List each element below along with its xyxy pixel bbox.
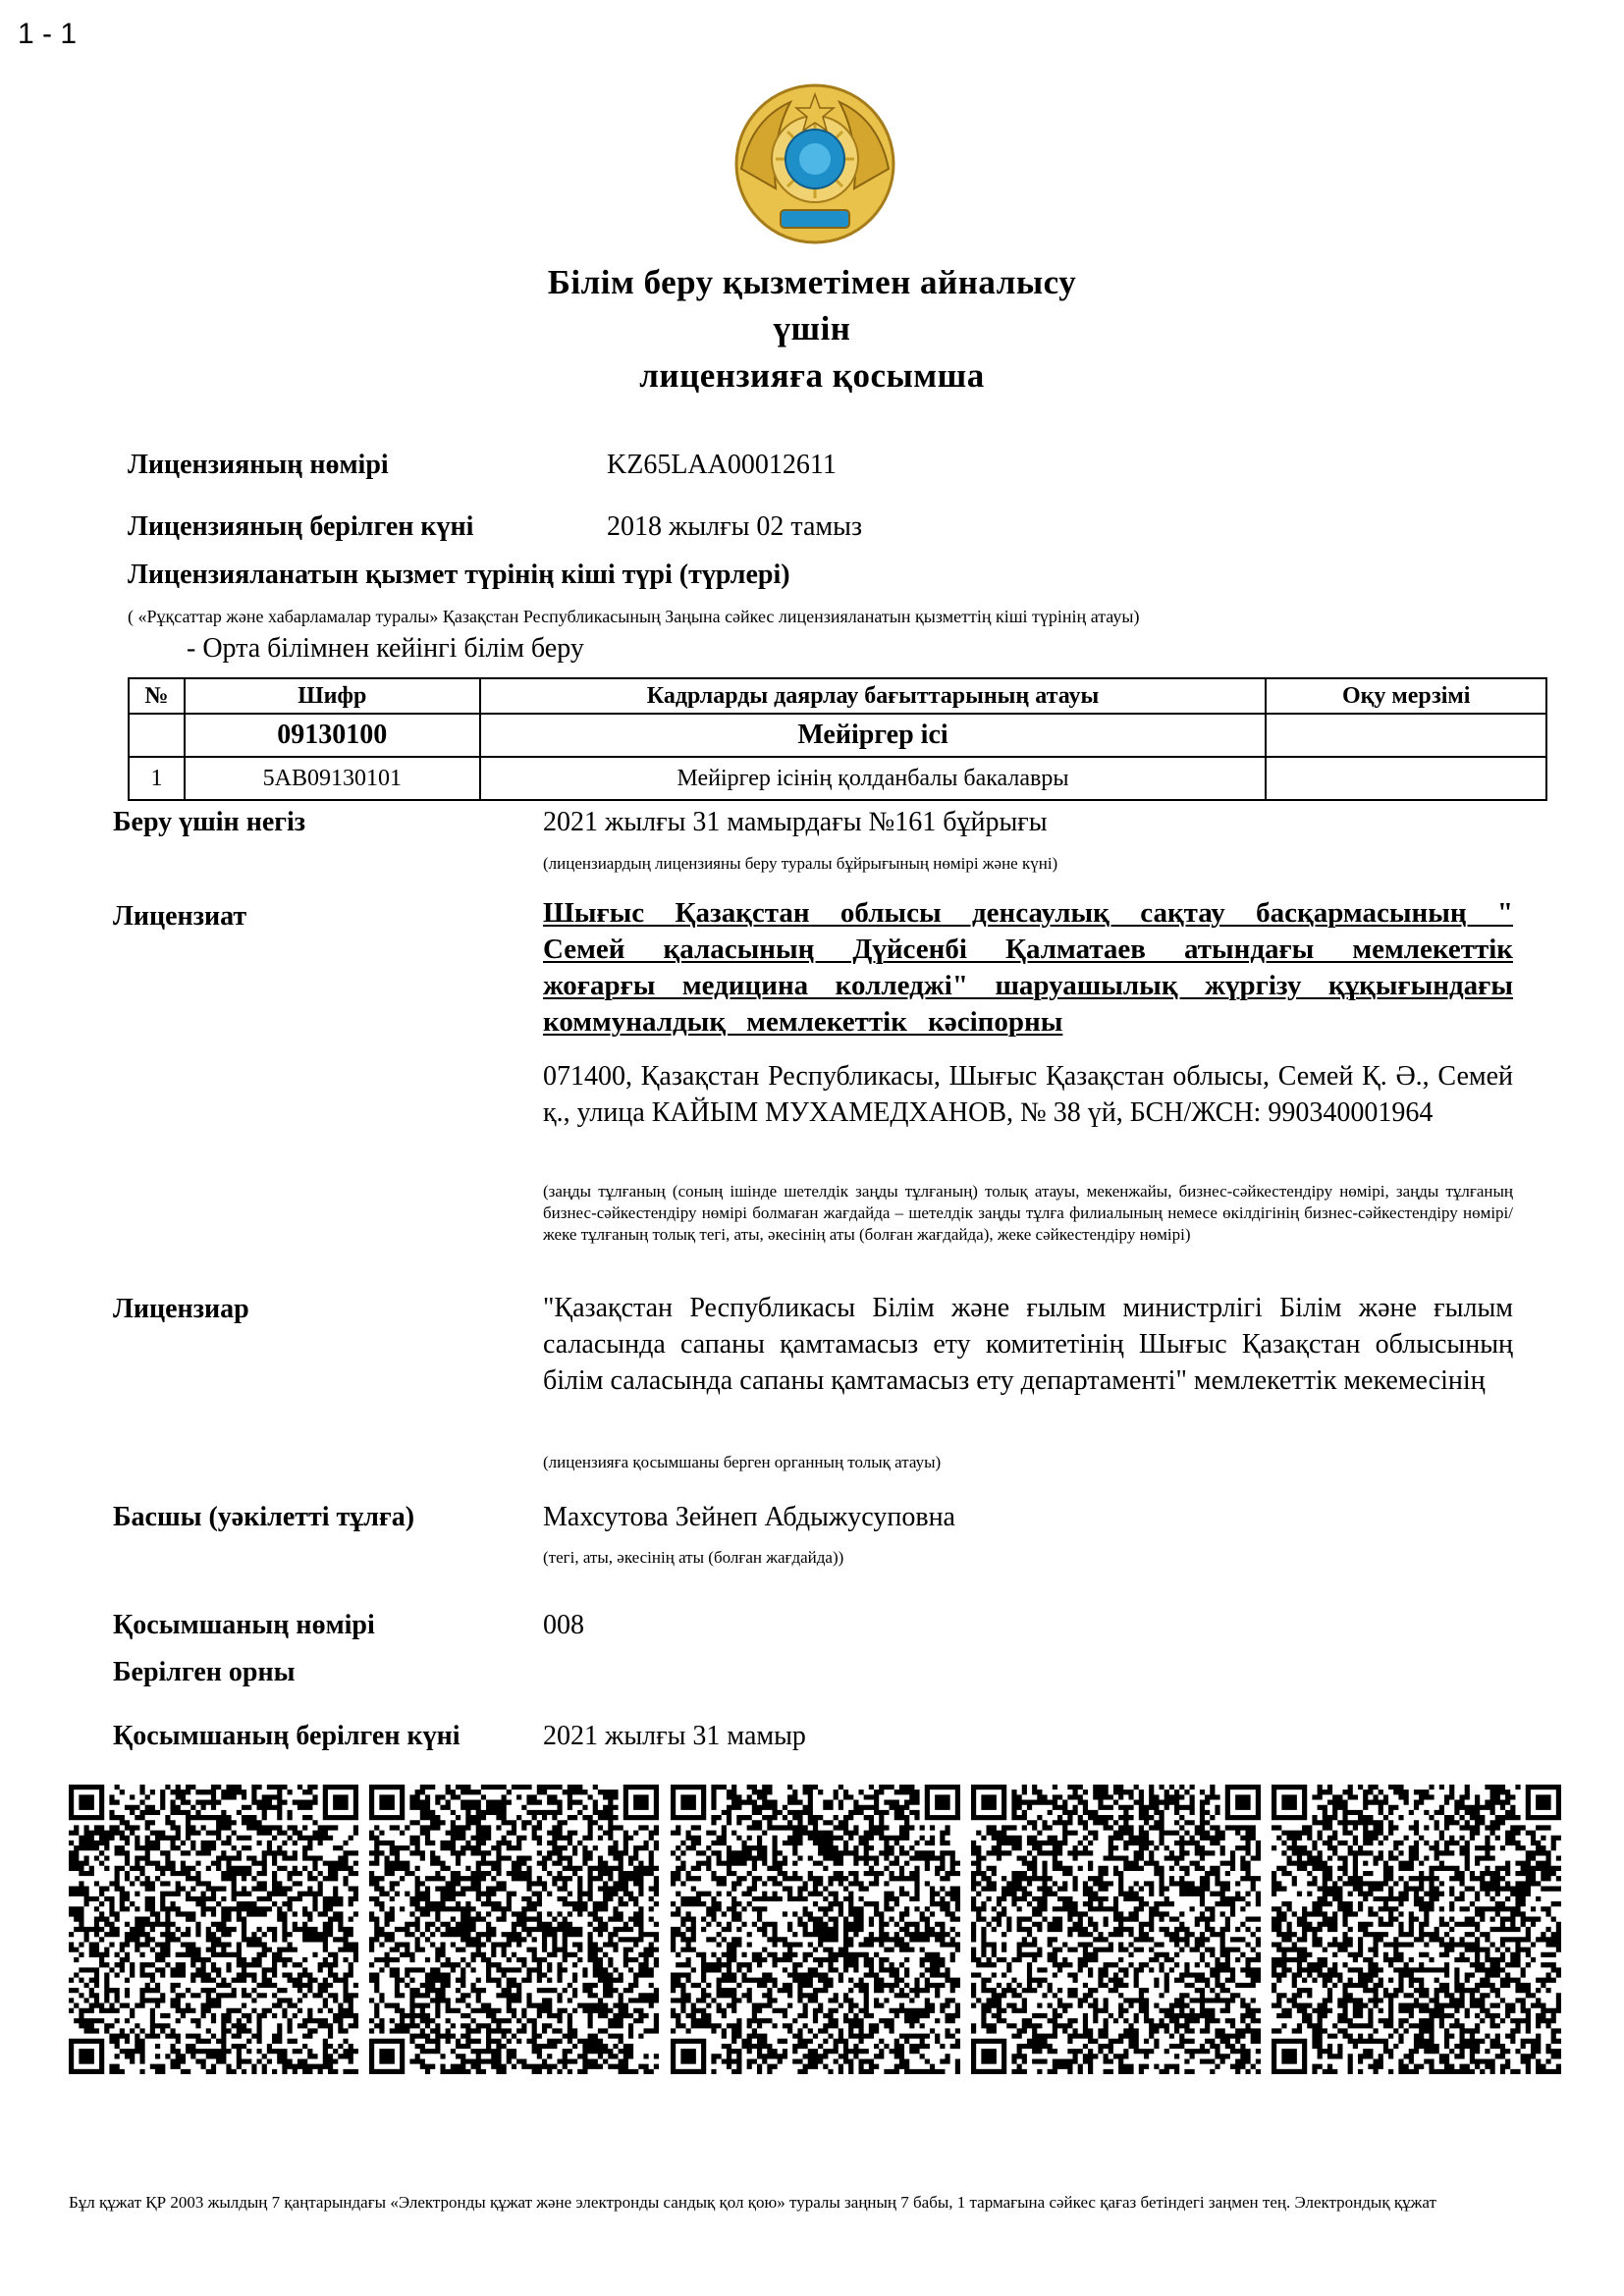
head-note: (тегі, аты, әкесінің аты (болған жағдайда)) [543,1548,844,1567]
licensee-label: Лицензиат [113,901,247,932]
licensee-note: (заңды тұлғаның (соның ішінде шетелдік заңды тұлғаның) толық атауы, мекенжайы, бизнес-сәйкестендіру нөмірі, заңды тұлғаның бизнес-сәйкестендіру нөмірі болмаған жағдайда – шетелдік заңды тұлға филиалының немесе өкілдігінің бизнес-сәйкестендіру нөмірі/жеке тұлғаның толық тегі, аты, әкесінің аты (болған жағдайда), жеке сәйкестендіру нөмірі) [543,1182,1513,1244]
licensor-value: "Қазақстан Республикасы Білім және ғылым министрлігі Білім және ғылым саласында сапаны қамтамасыз ету комитетінің Шығыс Қазақстан облысының білім саласында сапаны қамтамасыз ету департаменті" мемлекеттік мекемесінің [543,1293,1513,1396]
appendix-date-value: 2021 жылғы 31 мамыр [543,1721,806,1751]
appendix-number-value: 008 [543,1610,584,1640]
table-header-row [129,678,1546,714]
footer-legal-note: Бұл құжат ҚР 2003 жылдың 7 қаңтарындағы «Электронды құжат және электронды сандық қол қою» туралы заңның 7 бабы, 1 тармағына сәйкес қағаз бетіндегі заңмен тең. Электрондық құжат [69,2193,1436,2212]
table-group-row [129,714,1546,757]
basis-note: (лицензиардың лицензияны беру туралы бұйрығының нөмірі және күні) [543,854,1058,873]
document-title-line-3: лицензияға қосымша [639,356,985,395]
appendix-date-label: Қосымшаның берілген күні [113,1721,460,1751]
basis-label: Беру үшін негіз [113,807,305,837]
row-name: Мейіргер ісінің қолданбалы бакалавры [480,757,1267,800]
group-name: Мейіргер ісі [480,714,1267,757]
row-number: 1 [129,757,185,800]
appendix-number-label: Қосымшаның нөмірі [113,1610,375,1640]
appendix-place-label: Берілген орны [113,1657,296,1687]
license-date-value: 2018 жылғы 02 тамыз [607,511,863,542]
qr-code-2 [369,1785,659,2074]
qr-code-1 [69,1785,358,2074]
specialties-table [128,677,1547,801]
document-title-line-2: үшін [773,309,851,347]
license-subtype-label: Лицензияланатын қызмет түрінің кіші түрі (түрлері) [128,560,790,590]
basis-value: 2021 жылғы 31 мамырдағы №161 бұйрығы [543,807,1048,837]
row-term [1266,757,1546,800]
license-subtype-note: ( «Рұқсаттар және хабарламалар туралы» Қазақстан Республикасының Заңына сәйкес лицензияланатын қызметтің кіші түрінің атауы) [128,607,1140,626]
qr-code-row [69,1785,1561,2074]
group-code: 09130100 [185,714,480,757]
qr-code-3 [671,1785,960,2074]
state-emblem-icon [731,80,898,247]
license-subtype-value: - Орта білімнен кейінгі білім беру [187,633,584,664]
license-number-value: KZ65LAA00012611 [607,450,837,480]
licensor-note: (лицензияға қосымшаны берген органның толық атауы) [543,1453,942,1471]
header-direction-name: Кадрларды даярлау бағыттарының атауы [480,678,1267,714]
head-label: Басшы (уәкілетті тұлға) [113,1502,415,1532]
row-code: 5AB09130101 [185,757,480,800]
license-date-label: Лицензияның берілген күні [128,511,474,542]
license-number-label: Лицензияның нөмірі [128,450,389,480]
qr-code-4 [971,1785,1261,2074]
licensee-address: 071400, Қазақстан Республикасы, Шығыс Қазақстан облысы, Семей Қ. Ә., Семей қ., улица КАЙЫМ МУХАМЕДХАНОВ, № 38 үй, БСН/ЖСН: 990340001964 [543,1061,1513,1128]
document-title-line-1: Білім беру қызметімен айналысу [547,263,1077,301]
page-number: 1 - 1 [18,18,78,50]
header-study-term: Оқу мерзімі [1266,678,1546,714]
qr-code-5 [1272,1785,1561,2074]
licensee-name: Шығыс Қазақстан облысы денсаулық сақтау басқармасының " Семей қаласының Дүйсенбі Қалматаев атындағы мемлекеттік жоғарғы медицина колледжі" шаруашылық жүргізу құқығындағы коммуналдық мемлекеттік кәсіпорны [543,897,1513,1038]
head-value: Махсутова Зейнеп Абдыжусуповна [543,1502,955,1532]
header-code: Шифр [185,678,480,714]
header-number: № [129,678,185,714]
table-row [129,757,1546,800]
licensor-label: Лицензиар [113,1294,249,1324]
